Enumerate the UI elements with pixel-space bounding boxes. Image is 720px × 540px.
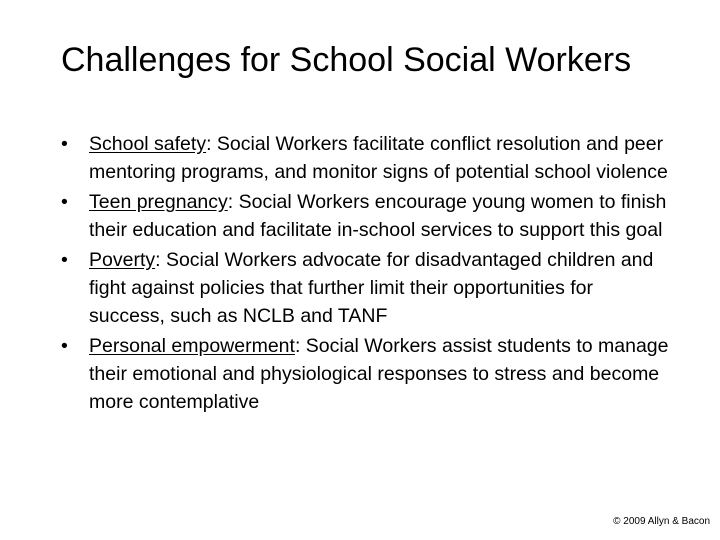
bullet-term: School safety (89, 133, 207, 155)
bullet-teen-pregnancy (61, 188, 671, 244)
bullet-icon: • (61, 249, 68, 271)
bullet-poverty (61, 246, 671, 330)
bullet-term: Personal empowerment (89, 335, 295, 357)
bullet-school-safety (61, 130, 671, 186)
bullet-text: : Social Workers facilitate conflict resolution and peer mentoring programs, and monitor signs of potential school violence (89, 133, 668, 183)
bullet-icon: • (61, 133, 68, 155)
slide-title: Challenges for School Social Workers (61, 41, 632, 79)
bullet-text: : Social Workers encourage young women to finish their education and facilitate in-school services to support this goal (89, 191, 667, 241)
bullet-text: : Social Workers assist students to manage their emotional and physiological responses to stress and become more contemplative (89, 335, 669, 413)
copyright-footer: © 2009 Allyn & Bacon (613, 516, 710, 527)
bullet-text: : Social Workers advocate for disadvantaged children and fight against policies that further limit their opportunities for success, such as NCLB and TANF (89, 249, 654, 327)
bullet-term: Teen pregnancy (89, 191, 228, 213)
bullet-icon: • (61, 335, 68, 357)
bullet-personal-empowerment (61, 332, 671, 416)
bullet-icon: • (61, 191, 68, 213)
bullet-term: Poverty (89, 249, 156, 271)
bullet-list (61, 130, 671, 418)
